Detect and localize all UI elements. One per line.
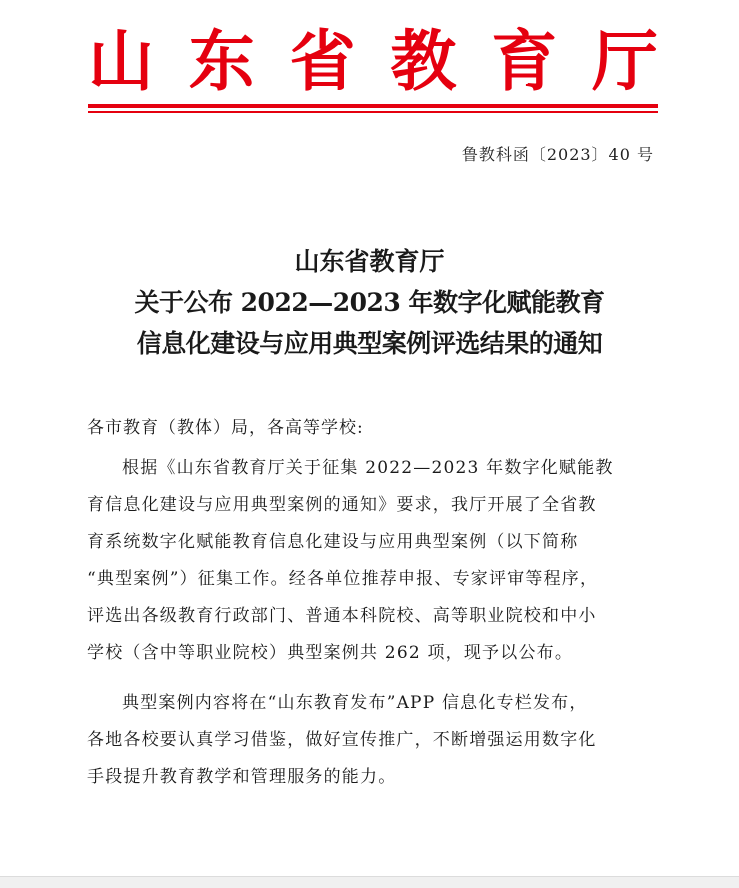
masthead-char: 教 bbox=[390, 23, 457, 100]
paragraph-1-line: 育信息化建设与应用典型案例的通知》要求，我厅开展了全省教 bbox=[87, 495, 597, 515]
masthead bbox=[88, 22, 658, 102]
masthead-char: 育 bbox=[491, 23, 558, 100]
masthead-char: 东 bbox=[188, 23, 255, 100]
paragraph-1-line: 根据《山东省教育厅关于征集 2022—2023 年数字化赋能教 bbox=[122, 458, 614, 478]
masthead-char: 厅 bbox=[591, 23, 658, 100]
salutation: 各市教育（教体）局，各高等学校: bbox=[87, 418, 364, 438]
masthead-char: 省 bbox=[289, 23, 356, 100]
paragraph-1-line: 评选出各级教育行政部门、普通本科院校、高等职业院校和中小 bbox=[87, 606, 597, 626]
masthead-char: 山 bbox=[88, 23, 154, 100]
paragraph-1-line: 育系统数字化赋能教育信息化建设与应用典型案例（以下简称 bbox=[87, 532, 579, 552]
paragraph-2-line: 手段提升教育教学和管理服务的能力。 bbox=[87, 767, 397, 787]
page-bottom-edge bbox=[0, 876, 739, 888]
document-number: 鲁教科函〔2023〕40 号 bbox=[461, 145, 654, 164]
title-line-1: 山东省教育厅 bbox=[294, 247, 445, 276]
paragraph-1-line: 学校（含中等职业院校）典型案例共 262 项，现予以公布。 bbox=[87, 643, 574, 663]
title-line-3: 信息化建设与应用典型案例评选结果的通知 bbox=[136, 329, 603, 358]
title-line-2: 关于公布 2022—2023 年数字化赋能教育 bbox=[134, 288, 605, 317]
paragraph-2-line: 各地各校要认真学习借鉴，做好宣传推广，不断增强运用数字化 bbox=[87, 730, 597, 750]
masthead-red-rule-thin bbox=[88, 111, 658, 113]
paragraph-2-line: 典型案例内容将在“山东教育发布”APP 信息化专栏发布， bbox=[122, 693, 588, 713]
masthead-red-rule bbox=[88, 104, 658, 108]
paragraph-1-line: “典型案例”）征集工作。经各单位推荐申报、专家评审等程序， bbox=[87, 569, 599, 589]
